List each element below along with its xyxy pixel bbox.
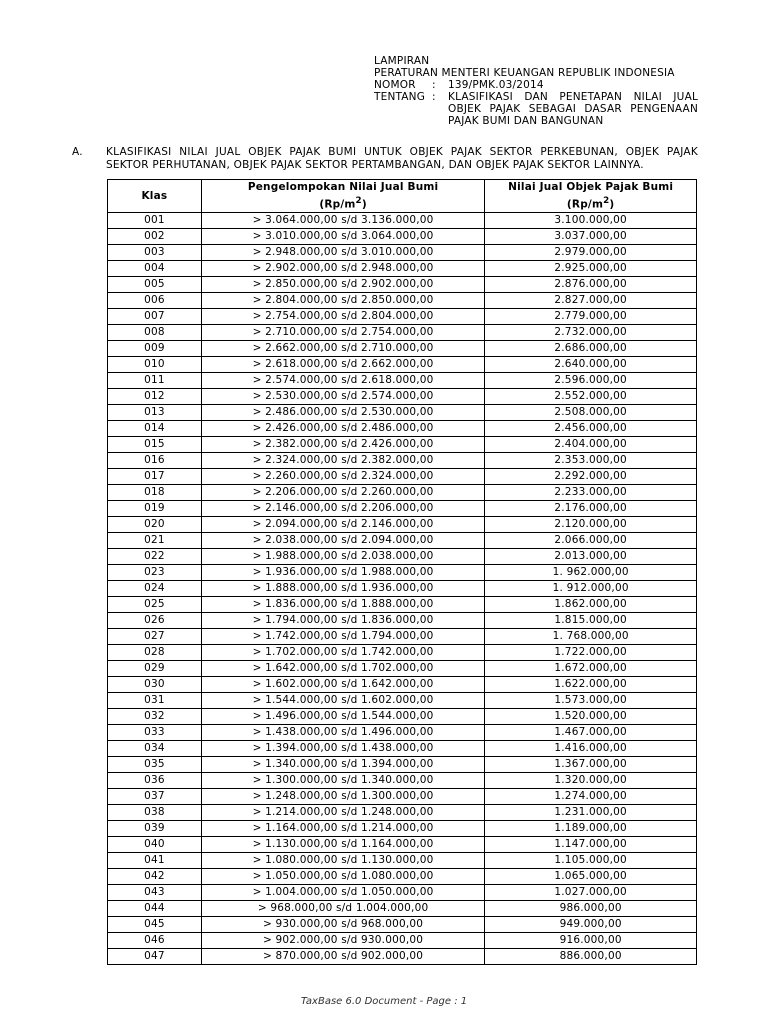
cell-klas: 035	[108, 756, 202, 772]
cell-njop: 986.000,00	[485, 900, 697, 916]
tentang-value	[448, 91, 698, 127]
cell-njop: 2.827.000,00	[485, 292, 697, 308]
cell-njop: 1.147.000,00	[485, 836, 697, 852]
header-klas: Klas	[108, 180, 202, 213]
cell-njop: 2.686.000,00	[485, 340, 697, 356]
cell-range: > 1.300.000,00 s/d 1.340.000,00	[201, 772, 485, 788]
cell-klas: 024	[108, 580, 202, 596]
cell-njop: 1. 962.000,00	[485, 564, 697, 580]
cell-njop: 2.353.000,00	[485, 452, 697, 468]
cell-range: > 1.394.000,00 s/d 1.438.000,00	[201, 740, 485, 756]
nomor-separator: :	[432, 79, 436, 91]
table-row	[108, 788, 697, 804]
cell-njop: 1. 912.000,00	[485, 580, 697, 596]
table-row	[108, 388, 697, 404]
table-row	[108, 308, 697, 324]
table-row	[108, 772, 697, 788]
cell-klas: 015	[108, 436, 202, 452]
table-row	[108, 468, 697, 484]
cell-njop: 2.979.000,00	[485, 244, 697, 260]
cell-njop: 3.100.000,00	[485, 212, 697, 228]
page-footer: TaxBase 6.0 Document - Page : 1	[300, 996, 468, 1007]
table-row	[108, 756, 697, 772]
cell-klas: 009	[108, 340, 202, 356]
cell-njop: 1.320.000,00	[485, 772, 697, 788]
cell-range: > 1.642.000,00 s/d 1.702.000,00	[201, 660, 485, 676]
table-row	[108, 724, 697, 740]
cell-range: > 3.064.000,00 s/d 3.136.000,00	[201, 212, 485, 228]
cell-njop: 2.779.000,00	[485, 308, 697, 324]
cell-klas: 039	[108, 820, 202, 836]
cell-njop: 1.231.000,00	[485, 804, 697, 820]
table-row	[108, 868, 697, 884]
cell-njop: 2.404.000,00	[485, 436, 697, 452]
cell-range: > 870.000,00 s/d 902.000,00	[201, 948, 485, 964]
header-njop-unit: (Rp/m	[566, 198, 604, 211]
cell-range: > 902.000,00 s/d 930.000,00	[201, 932, 485, 948]
cell-klas: 036	[108, 772, 202, 788]
cell-range: > 1.130.000,00 s/d 1.164.000,00	[201, 836, 485, 852]
cell-range: > 2.324.000,00 s/d 2.382.000,00	[201, 452, 485, 468]
cell-njop: 1.672.000,00	[485, 660, 697, 676]
table-row	[108, 532, 697, 548]
cell-njop: 2.456.000,00	[485, 420, 697, 436]
cell-klas: 017	[108, 468, 202, 484]
table-row	[108, 644, 697, 660]
cell-range: > 2.094.000,00 s/d 2.146.000,00	[201, 516, 485, 532]
cell-klas: 010	[108, 356, 202, 372]
cell-klas: 023	[108, 564, 202, 580]
cell-njop: 1.416.000,00	[485, 740, 697, 756]
cell-range: > 2.662.000,00 s/d 2.710.000,00	[201, 340, 485, 356]
cell-njop: 1.065.000,00	[485, 868, 697, 884]
cell-klas: 018	[108, 484, 202, 500]
cell-klas: 004	[108, 260, 202, 276]
cell-klas: 044	[108, 900, 202, 916]
cell-range: > 2.902.000,00 s/d 2.948.000,00	[201, 260, 485, 276]
header-group-unit: (Rp/m	[319, 198, 356, 211]
table-row	[108, 436, 697, 452]
cell-klas: 022	[108, 548, 202, 564]
cell-njop: 1. 768.000,00	[485, 628, 697, 644]
cell-njop: 1.622.000,00	[485, 676, 697, 692]
cell-klas: 012	[108, 388, 202, 404]
table-row	[108, 404, 697, 420]
cell-klas: 043	[108, 884, 202, 900]
nomor-label: NOMOR	[374, 79, 416, 91]
header-njop-end: )	[609, 198, 615, 211]
tentang-separator: :	[432, 91, 436, 103]
cell-range: > 2.382.000,00 s/d 2.426.000,00	[201, 436, 485, 452]
section-line-2: SEKTOR PERHUTANAN, OBJEK PAJAK SEKTOR PERTAMBANGAN, DAN OBJEK PAJAK SEKTOR LAINNYA.	[106, 159, 644, 171]
table-row	[108, 612, 697, 628]
cell-njop: 2.176.000,00	[485, 500, 697, 516]
cell-klas: 046	[108, 932, 202, 948]
cell-njop: 1.189.000,00	[485, 820, 697, 836]
cell-range: > 1.702.000,00 s/d 1.742.000,00	[201, 644, 485, 660]
cell-klas: 041	[108, 852, 202, 868]
cell-klas: 006	[108, 292, 202, 308]
cell-range: > 1.602.000,00 s/d 1.642.000,00	[201, 676, 485, 692]
cell-range: > 3.010.000,00 s/d 3.064.000,00	[201, 228, 485, 244]
cell-klas: 031	[108, 692, 202, 708]
cell-klas: 005	[108, 276, 202, 292]
cell-range: > 2.754.000,00 s/d 2.804.000,00	[201, 308, 485, 324]
cell-njop: 1.722.000,00	[485, 644, 697, 660]
table-row	[108, 276, 697, 292]
cell-klas: 021	[108, 532, 202, 548]
cell-njop: 886.000,00	[485, 948, 697, 964]
cell-njop: 2.596.000,00	[485, 372, 697, 388]
cell-range: > 1.340.000,00 s/d 1.394.000,00	[201, 756, 485, 772]
cell-njop: 949.000,00	[485, 916, 697, 932]
document-header	[374, 55, 698, 127]
cell-klas: 020	[108, 516, 202, 532]
cell-klas: 016	[108, 452, 202, 468]
cell-range: > 2.530.000,00 s/d 2.574.000,00	[201, 388, 485, 404]
table-row	[108, 260, 697, 276]
table-row	[108, 516, 697, 532]
cell-range: > 1.496.000,00 s/d 1.544.000,00	[201, 708, 485, 724]
cell-range: > 2.260.000,00 s/d 2.324.000,00	[201, 468, 485, 484]
header-njop	[485, 180, 697, 213]
cell-range: > 1.988.000,00 s/d 2.038.000,00	[201, 548, 485, 564]
cell-range: > 1.794.000,00 s/d 1.836.000,00	[201, 612, 485, 628]
cell-njop: 2.066.000,00	[485, 532, 697, 548]
njop-classification-table	[107, 179, 697, 965]
cell-range: > 2.804.000,00 s/d 2.850.000,00	[201, 292, 485, 308]
cell-range: > 930.000,00 s/d 968.000,00	[201, 916, 485, 932]
cell-njop: 1.520.000,00	[485, 708, 697, 724]
cell-klas: 008	[108, 324, 202, 340]
tentang-line-2: OBJEK PAJAK SEBAGAI DASAR PENGENAAN	[448, 103, 698, 115]
cell-klas: 032	[108, 708, 202, 724]
section-a-heading	[72, 146, 698, 172]
table-row	[108, 292, 697, 308]
cell-klas: 025	[108, 596, 202, 612]
cell-range: > 1.164.000,00 s/d 1.214.000,00	[201, 820, 485, 836]
cell-range: > 1.544.000,00 s/d 1.602.000,00	[201, 692, 485, 708]
cell-njop: 916.000,00	[485, 932, 697, 948]
cell-range: > 2.206.000,00 s/d 2.260.000,00	[201, 484, 485, 500]
table-row	[108, 852, 697, 868]
cell-klas: 011	[108, 372, 202, 388]
cell-njop: 2.013.000,00	[485, 548, 697, 564]
table-row	[108, 948, 697, 964]
cell-klas: 013	[108, 404, 202, 420]
cell-klas: 033	[108, 724, 202, 740]
cell-njop: 2.925.000,00	[485, 260, 697, 276]
cell-klas: 034	[108, 740, 202, 756]
table-row	[108, 932, 697, 948]
cell-range: > 2.850.000,00 s/d 2.902.000,00	[201, 276, 485, 292]
tentang-line-3: PAJAK BUMI DAN BANGUNAN	[448, 115, 604, 127]
table-row	[108, 676, 697, 692]
nomor-row	[374, 79, 698, 91]
cell-klas: 001	[108, 212, 202, 228]
tentang-line-1: KLASIFIKASI DAN PENETAPAN NILAI JUAL	[448, 91, 698, 103]
cell-range: > 1.214.000,00 s/d 1.248.000,00	[201, 804, 485, 820]
table-row	[108, 708, 697, 724]
cell-klas: 030	[108, 676, 202, 692]
table-row	[108, 564, 697, 580]
cell-klas: 026	[108, 612, 202, 628]
nomor-value: 139/PMK.03/2014	[448, 79, 544, 91]
cell-njop: 1.815.000,00	[485, 612, 697, 628]
cell-klas: 002	[108, 228, 202, 244]
table-row	[108, 548, 697, 564]
table-row	[108, 916, 697, 932]
cell-klas: 019	[108, 500, 202, 516]
cell-njop: 2.292.000,00	[485, 468, 697, 484]
header-njop-line1: Nilai Jual Objek Pajak Bumi	[508, 181, 674, 193]
table-row	[108, 452, 697, 468]
attachment-title: LAMPIRAN	[374, 55, 430, 67]
tentang-row	[374, 91, 698, 127]
table-row	[108, 692, 697, 708]
cell-range: > 2.038.000,00 s/d 2.094.000,00	[201, 532, 485, 548]
table-row	[108, 324, 697, 340]
cell-klas: 045	[108, 916, 202, 932]
cell-range: > 1.050.000,00 s/d 1.080.000,00	[201, 868, 485, 884]
cell-range: > 1.888.000,00 s/d 1.936.000,00	[201, 580, 485, 596]
cell-range: > 968.000,00 s/d 1.004.000,00	[201, 900, 485, 916]
table-row	[108, 900, 697, 916]
cell-range: > 1.936.000,00 s/d 1.988.000,00	[201, 564, 485, 580]
header-group-line1: Pengelompokan Nilai Jual Bumi	[247, 181, 439, 193]
table-row	[108, 340, 697, 356]
cell-njop: 1.573.000,00	[485, 692, 697, 708]
cell-njop: 1.027.000,00	[485, 884, 697, 900]
cell-range: > 2.426.000,00 s/d 2.486.000,00	[201, 420, 485, 436]
cell-njop: 1.862.000,00	[485, 596, 697, 612]
cell-njop: 1.467.000,00	[485, 724, 697, 740]
section-letter: A.	[72, 146, 83, 158]
table-row	[108, 420, 697, 436]
cell-klas: 040	[108, 836, 202, 852]
header-njop-sup: 2	[603, 196, 610, 206]
cell-klas: 028	[108, 644, 202, 660]
table-header-row	[108, 180, 697, 213]
cell-klas: 027	[108, 628, 202, 644]
table-row	[108, 228, 697, 244]
table-row	[108, 580, 697, 596]
cell-njop: 2.732.000,00	[485, 324, 697, 340]
table-row	[108, 660, 697, 676]
regulation-title: PERATURAN MENTERI KEUANGAN REPUBLIK INDONESIA	[374, 67, 675, 79]
header-group	[201, 180, 485, 213]
cell-njop: 1.274.000,00	[485, 788, 697, 804]
cell-klas: 047	[108, 948, 202, 964]
table-row	[108, 820, 697, 836]
table-row	[108, 372, 697, 388]
table-row	[108, 500, 697, 516]
cell-njop: 2.876.000,00	[485, 276, 697, 292]
table-row	[108, 628, 697, 644]
table-row	[108, 484, 697, 500]
table-row	[108, 356, 697, 372]
header-group-end: )	[361, 198, 367, 211]
section-text	[106, 146, 698, 172]
cell-range: > 1.080.000,00 s/d 1.130.000,00	[201, 852, 485, 868]
cell-njop: 2.640.000,00	[485, 356, 697, 372]
cell-njop: 3.037.000,00	[485, 228, 697, 244]
cell-range: > 2.710.000,00 s/d 2.754.000,00	[201, 324, 485, 340]
header-group-sup: 2	[355, 196, 362, 206]
tentang-label: TENTANG	[374, 91, 426, 103]
cell-range: > 1.004.000,00 s/d 1.050.000,00	[201, 884, 485, 900]
table-row	[108, 740, 697, 756]
cell-range: > 1.836.000,00 s/d 1.888.000,00	[201, 596, 485, 612]
table-row	[108, 884, 697, 900]
cell-range: > 1.742.000,00 s/d 1.794.000,00	[201, 628, 485, 644]
cell-range: > 2.618.000,00 s/d 2.662.000,00	[201, 356, 485, 372]
cell-klas: 042	[108, 868, 202, 884]
table-row	[108, 596, 697, 612]
cell-njop: 1.367.000,00	[485, 756, 697, 772]
cell-range: > 1.438.000,00 s/d 1.496.000,00	[201, 724, 485, 740]
table-row	[108, 836, 697, 852]
cell-klas: 037	[108, 788, 202, 804]
table-body	[108, 212, 697, 964]
cell-range: > 1.248.000,00 s/d 1.300.000,00	[201, 788, 485, 804]
cell-njop: 2.120.000,00	[485, 516, 697, 532]
table-row	[108, 244, 697, 260]
cell-njop: 1.105.000,00	[485, 852, 697, 868]
cell-klas: 038	[108, 804, 202, 820]
cell-klas: 003	[108, 244, 202, 260]
cell-klas: 029	[108, 660, 202, 676]
cell-klas: 007	[108, 308, 202, 324]
table-row	[108, 212, 697, 228]
cell-njop: 2.508.000,00	[485, 404, 697, 420]
cell-klas: 014	[108, 420, 202, 436]
cell-range: > 2.146.000,00 s/d 2.206.000,00	[201, 500, 485, 516]
table-row	[108, 804, 697, 820]
cell-range: > 2.948.000,00 s/d 3.010.000,00	[201, 244, 485, 260]
cell-range: > 2.486.000,00 s/d 2.530.000,00	[201, 404, 485, 420]
section-line-1: KLASIFIKASI NILAI JUAL OBJEK PAJAK BUMI UNTUK OBJEK PAJAK SEKTOR PERKEBUNAN, OBJEK PAJAK	[106, 146, 698, 158]
cell-range: > 2.574.000,00 s/d 2.618.000,00	[201, 372, 485, 388]
cell-njop: 2.233.000,00	[485, 484, 697, 500]
cell-njop: 2.552.000,00	[485, 388, 697, 404]
